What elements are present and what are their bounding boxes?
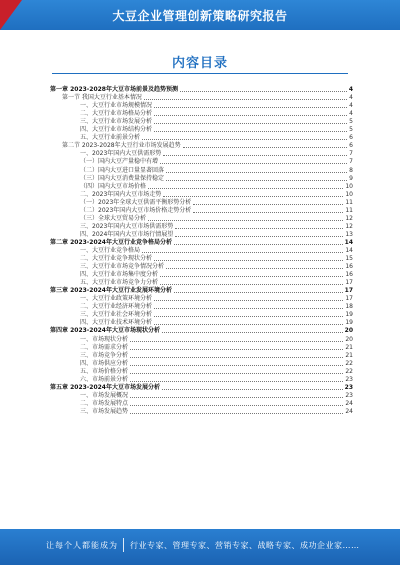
toc-page-number: 19 (345, 319, 353, 327)
toc-leader-dots (160, 283, 343, 285)
toc-page-number: 24 (345, 407, 353, 415)
toc-leader-dots (144, 98, 347, 100)
toc-page-number: 10 (345, 190, 353, 198)
toc-page-number: 11 (345, 198, 353, 206)
toc-page-number: 12 (345, 222, 353, 230)
toc-leader-dots (175, 235, 343, 237)
toc-entry[interactable] (50, 287, 353, 295)
toc-entry[interactable] (50, 231, 353, 239)
toc-entry-text: 第五章 2023-2024年大豆市场发展分析 (50, 383, 160, 391)
toc-entry-text: （一）国内大豆产量稳中有增 (80, 158, 159, 166)
toc-entry-text: 三、市场竞争分析 (80, 351, 129, 359)
toc-leader-dots (154, 259, 343, 261)
toc-leader-dots (166, 267, 343, 269)
toc-leader-dots (154, 106, 347, 108)
toc-leader-dots (154, 323, 343, 325)
toc-entry-text: 第三章 2023-2024年大豆行业发展环境分析 (50, 287, 172, 295)
toc-entry[interactable] (50, 166, 353, 174)
toc-entry-text: 三、市场发展趋势 (80, 407, 129, 415)
toc-entry[interactable] (50, 223, 353, 231)
toc-entry[interactable] (50, 344, 353, 352)
toc-entry-text: （三）全球大豆贸易分析 (80, 214, 147, 222)
toc-heading: 内容目录 (171, 56, 228, 71)
toc-leader-dots (130, 364, 343, 366)
toc-page-number: 22 (345, 359, 353, 367)
toc-page-number: 4 (349, 102, 353, 110)
toc-entry-text: 五、市场价格分析 (80, 367, 129, 375)
toc-page-number: 20 (344, 327, 353, 335)
toc-page-number: 12 (345, 214, 353, 222)
toc-page-number: 7 (349, 158, 353, 166)
toc-entry[interactable] (50, 263, 353, 271)
toc-page-number: 7 (349, 150, 353, 158)
toc-entry-text: 一、市场发展概况 (80, 391, 129, 399)
toc-leader-dots (154, 315, 343, 317)
toc-page-number: 20 (345, 335, 353, 343)
toc-entry[interactable] (50, 352, 353, 360)
toc-entry-text: 第四章 2023-2024年大豆市场现状分析 (50, 327, 160, 335)
toc-leader-dots (166, 171, 347, 173)
footer-slogan: 让每个人都能成为 (46, 541, 118, 550)
toc-leader-dots (154, 130, 347, 132)
toc-entry-text: 二、市场发展特点 (80, 399, 129, 407)
toc-entry-text: 二、市场需求分析 (80, 343, 129, 351)
toc-entry-text: 一、2023年国内大豆供需形势 (80, 150, 162, 158)
toc-page-number: 22 (345, 367, 353, 375)
toc-leader-dots (180, 90, 347, 92)
toc-leader-dots (174, 243, 343, 245)
toc-entry-text: 第一章 2023-2028年大豆市场前景及趋势预测 (50, 86, 178, 94)
toc-page-number: 24 (345, 399, 353, 407)
toc-page-number: 16 (345, 271, 353, 279)
toc-entry-text: 四、大豆行业市场集中度分析 (80, 271, 159, 279)
toc-leader-dots (166, 179, 347, 181)
toc-entry[interactable] (50, 327, 353, 335)
toc-entry-text: （三）国内大豆消费量保持稳定 (80, 174, 165, 182)
toc-entry[interactable] (50, 215, 353, 223)
toc-leader-dots (130, 380, 343, 382)
toc-entry[interactable] (50, 199, 353, 207)
toc-leader-dots (148, 187, 343, 189)
table-of-contents (50, 86, 353, 416)
toc-page-number: 15 (345, 255, 353, 263)
toc-leader-dots (154, 299, 343, 301)
toc-page-number: 6 (349, 142, 353, 150)
toc-leader-dots (163, 154, 347, 156)
toc-leader-dots (130, 340, 343, 342)
toc-leader-dots (183, 146, 348, 148)
toc-entry-text: 三、大豆行业市场发展分析 (80, 118, 153, 126)
toc-entry[interactable] (50, 94, 353, 102)
toc-entry[interactable] (50, 368, 353, 376)
toc-leader-dots (154, 307, 343, 309)
toc-entry-text: 四、市场供应分析 (80, 359, 129, 367)
toc-page-number: 17 (345, 295, 353, 303)
toc-page-number: 5 (349, 126, 353, 134)
toc-leader-dots (154, 114, 347, 116)
toc-page-number: 6 (349, 134, 353, 142)
toc-entry-text: 六、市场前景分析 (80, 375, 129, 383)
toc-page-number: 4 (349, 110, 353, 118)
toc-page-number: 19 (345, 311, 353, 319)
toc-entry[interactable] (50, 400, 353, 408)
toc-leader-dots (160, 275, 343, 277)
toc-leader-dots (130, 412, 343, 414)
toc-leader-dots (130, 356, 343, 358)
toc-entry-text: 三、大豆行业社会环境分析 (80, 311, 153, 319)
toc-leader-dots (162, 331, 343, 333)
toc-entry[interactable] (50, 335, 353, 343)
toc-entry-text: 二、2023年国内大豆市场走势 (80, 190, 162, 198)
toc-entry[interactable] (50, 360, 353, 368)
toc-leader-dots (174, 291, 343, 293)
toc-page-number: 9 (349, 174, 353, 182)
toc-page-number: 18 (345, 303, 353, 311)
toc-page-number: 17 (344, 287, 353, 295)
toc-page-number: 10 (345, 182, 353, 190)
toc-entry-text: 一、大豆行业政策环境分析 (80, 295, 153, 303)
toc-entry-text: 一、大豆行业竞争格局 (80, 246, 141, 254)
toc-entry[interactable] (50, 239, 353, 247)
toc-leader-dots (142, 138, 347, 140)
toc-entry[interactable] (50, 392, 353, 400)
toc-leader-dots (163, 195, 343, 197)
toc-entry[interactable] (50, 376, 353, 384)
toc-entry-text: 四、2024年国内大豆市场行情展望 (80, 230, 174, 238)
toc-leader-dots (154, 122, 347, 124)
toc-entry-text: 二、大豆行业经济环境分析 (80, 303, 153, 311)
toc-entry[interactable] (50, 207, 353, 215)
toc-page-number: 17 (345, 279, 353, 287)
toc-page-number: 11 (345, 206, 353, 214)
toc-entry[interactable] (50, 408, 353, 416)
toc-leader-dots (130, 404, 343, 406)
toc-entry[interactable] (50, 191, 353, 199)
toc-divider (52, 73, 348, 74)
toc-page-number: 23 (345, 375, 353, 383)
toc-leader-dots (130, 396, 343, 398)
toc-entry-text: 五、大豆行业前景分析 (80, 134, 141, 142)
toc-entry[interactable] (50, 110, 353, 118)
toc-page-number: 21 (345, 343, 353, 351)
document-title: 大豆企业管理创新策略研究报告 (112, 9, 288, 23)
toc-entry-text: 二、大豆行业市场格局分析 (80, 110, 153, 118)
toc-entry-text: （二）2023年国内大豆市场价格走势分析 (80, 206, 192, 214)
toc-entry[interactable] (50, 102, 353, 110)
toc-entry[interactable] (50, 255, 353, 263)
toc-leader-dots (175, 227, 343, 229)
toc-entry[interactable] (50, 247, 353, 255)
toc-entry[interactable] (50, 183, 353, 191)
toc-entry-text: 二、大豆行业竞争现状分析 (80, 255, 153, 263)
toc-page-number: 5 (349, 118, 353, 126)
toc-entry-text: 四、大豆行业技术环境分析 (80, 319, 153, 327)
toc-page-number: 4 (349, 94, 353, 102)
toc-page-number: 4 (348, 86, 353, 94)
toc-entry-text: 五、大豆行业市场竞争力分析 (80, 279, 159, 287)
toc-leader-dots (148, 219, 343, 221)
toc-entry-text: 一、市场现状分析 (80, 335, 129, 343)
toc-leader-dots (160, 162, 347, 164)
toc-entry-text: 第一节 我国大豆行业基本情况 (62, 94, 142, 102)
toc-entry[interactable] (50, 384, 353, 392)
toc-leader-dots (142, 251, 343, 253)
toc-entry-text: 第二章 2023-2024年大豆行业竞争格局分析 (50, 238, 172, 246)
footer-divider (123, 538, 124, 552)
toc-leader-dots (130, 372, 343, 374)
toc-leader-dots (162, 388, 343, 390)
toc-entry-text: 三、2023年国内大豆市场供需形势 (80, 222, 174, 230)
toc-page-number: 23 (344, 383, 353, 391)
toc-entry-text: 三、大豆行业市场竞争情况分析 (80, 263, 165, 271)
toc-page-number: 8 (349, 166, 353, 174)
toc-entry-text: （一）2023年全球大豆供需平衡形势分析 (80, 198, 192, 206)
toc-leader-dots (130, 348, 343, 350)
toc-page-number: 21 (345, 351, 353, 359)
toc-entry[interactable] (50, 175, 353, 183)
toc-entry[interactable] (50, 86, 353, 94)
toc-entry-text: 一、大豆行业市场规模情况 (80, 102, 153, 110)
toc-entry[interactable] (50, 271, 353, 279)
toc-leader-dots (193, 211, 343, 213)
toc-leader-dots (193, 203, 343, 205)
toc-entry-text: 第二节 2023-2028年大豆行业市场发展趋势 (62, 142, 181, 150)
toc-page-number: 14 (345, 246, 353, 254)
toc-entry[interactable] (50, 158, 353, 166)
toc-entry-text: （二）国内大豆进口量显著回落 (80, 166, 165, 174)
toc-entry-text: 四、大豆行业市场结构分析 (80, 126, 153, 134)
toc-page-number: 14 (344, 238, 353, 246)
toc-page-number: 16 (345, 263, 353, 271)
toc-entry-text: （四）国内大豆市场价格 (80, 182, 147, 190)
toc-entry[interactable] (50, 279, 353, 287)
toc-page-number: 13 (345, 230, 353, 238)
footer-tagline: 行业专家、管理专家、营销专家、战略专家、成功企业家…… (130, 541, 360, 550)
toc-page-number: 23 (345, 391, 353, 399)
